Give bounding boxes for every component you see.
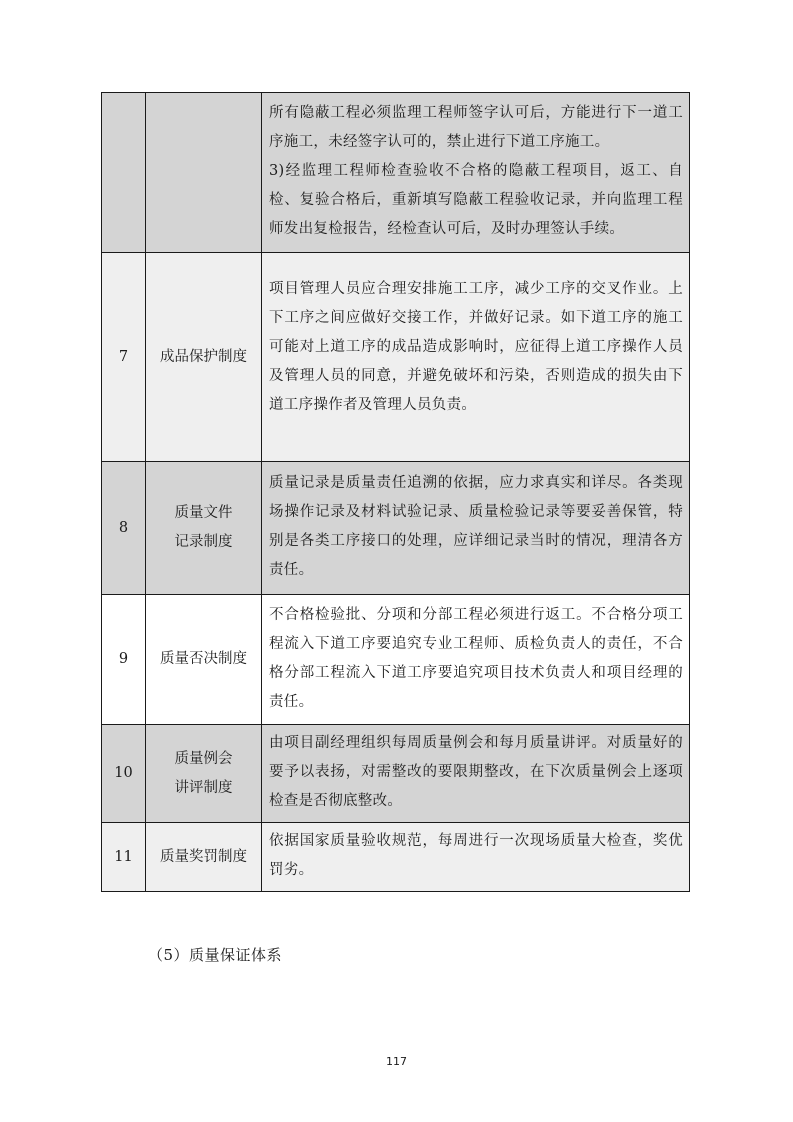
- table-row: [102, 93, 690, 253]
- content-paragraph: 由项目副经理组织每周质量例会和每月质量讲评。对质量好的要予以表扬，对需整改的要限期整改，在下次质量例会上逐项检查是否彻底整改。: [269, 735, 683, 809]
- regulation-name: [146, 823, 262, 892]
- regulation-name-line: 讲评制度: [174, 779, 233, 796]
- regulation-name-line: 质量文件: [174, 505, 233, 521]
- content-paragraph: 依据国家质量验收规范，每周进行一次现场质量大检查，奖优罚劣。: [269, 833, 683, 878]
- row-number: 10: [102, 725, 146, 823]
- regulation-name: [146, 462, 262, 595]
- content-paragraph: 质量记录是质量责任追溯的依据，应力求真实和详尽。各类现场操作记录及材料试验记录、质量检验记录等要妥善保管，特别是各类工序接口的处理，应详细记录当时的情况，理清各方责任。: [269, 475, 683, 578]
- row-number: 7: [102, 253, 146, 462]
- regulation-name-line: 质量例会: [174, 750, 233, 767]
- regulation-name-line: 成品保护制度: [160, 348, 247, 365]
- regulation-content: [262, 823, 690, 892]
- section-heading: （5）质量保证体系: [148, 946, 283, 964]
- page-number: 117: [386, 1055, 407, 1068]
- table-row: [102, 823, 690, 892]
- regulation-name-line: 质量奖罚制度: [160, 848, 247, 865]
- regulation-name: [146, 595, 262, 725]
- regulation-name: [146, 725, 262, 823]
- table-row: [102, 253, 690, 462]
- regulation-content: [262, 725, 690, 823]
- table-row: [102, 595, 690, 725]
- regulation-content: [262, 595, 690, 725]
- regulation-name-line: 质量否决制度: [160, 651, 247, 667]
- regulation-name: [146, 93, 262, 253]
- regulation-name: [146, 253, 262, 462]
- row-number: 11: [102, 823, 146, 892]
- row-number: [102, 93, 146, 253]
- regulation-content: [262, 462, 690, 595]
- quality-regulation-table: [101, 92, 690, 892]
- content-paragraph: 项目管理人员应合理安排施工工序，减少工序的交叉作业。上下工序之间应做好交接工作，并做好记录。如下道工序的施工可能对上道工序的成品造成影响时，应征得上道工序操作人员及管理人员的同意，并避免破坏和污染，否则造成的损失由下道工序操作者及管理人员负责。: [269, 281, 683, 413]
- content-paragraph: 所有隐蔽工程必须监理工程师签字认可后，方能进行下一道工序施工，未经签字认可的，禁止进行下道工序施工。: [269, 105, 683, 150]
- regulation-name-line: 记录制度: [174, 534, 233, 550]
- row-number: 8: [102, 462, 146, 595]
- regulation-content: [262, 253, 690, 462]
- content-paragraph: 不合格检验批、分项和分部工程必须进行返工。不合格分项工程流入下道工序要追究专业工程师、质检负责人的责任，不合格分部工程流入下道工序要追究项目技术负责人和项目经理的责任。: [269, 606, 683, 710]
- regulation-content: [262, 93, 690, 253]
- table-row: [102, 725, 690, 823]
- table-row: [102, 462, 690, 595]
- row-number: 9: [102, 595, 146, 725]
- content-paragraph: 3)经监理工程师检查验收不合格的隐蔽工程项目，返工、自检、复验合格后，重新填写隐蔽工程验收记录，并向监理工程师发出复检报告，经检查认可后，及时办理签认手续。: [269, 163, 683, 237]
